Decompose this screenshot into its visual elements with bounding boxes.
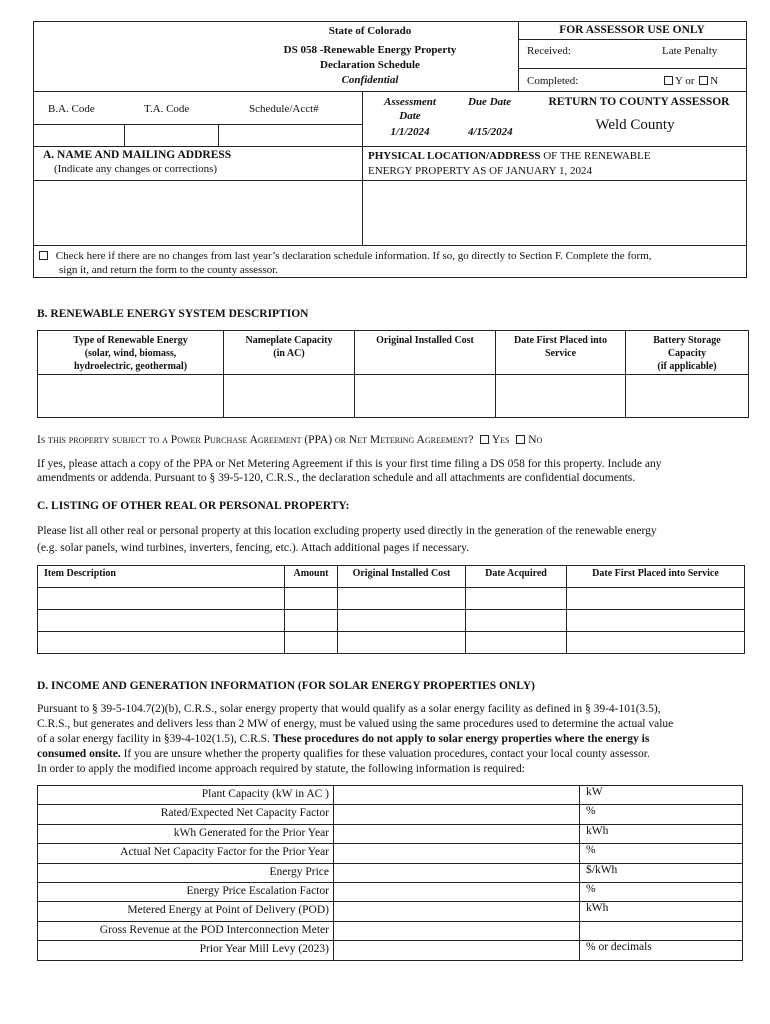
income-row xyxy=(38,863,743,882)
income-row-input[interactable] xyxy=(334,805,580,824)
income-row-unit: kW xyxy=(580,786,743,805)
section-d-para-3b: These procedures do not apply to solar energy properties where the energy is xyxy=(272,733,650,745)
section-d-para-3 xyxy=(37,732,749,747)
ppa-question: Is this property subject to a Power Purchase Agreement (PPA) or Net Metering Agreement? xyxy=(37,434,474,446)
col-date-service: Date First Placed into Service xyxy=(567,566,745,588)
ta-code-field[interactable] xyxy=(125,125,218,146)
ppa-no-label: No xyxy=(528,434,543,446)
assessment-date-label: Assessment xyxy=(384,96,436,108)
income-row-input[interactable] xyxy=(334,863,580,882)
income-row-label: Energy Price xyxy=(38,863,334,882)
ppa-no-checkbox[interactable] xyxy=(516,435,525,444)
input-cell[interactable] xyxy=(38,610,285,632)
income-row xyxy=(38,941,743,960)
physical-location-label xyxy=(368,150,651,162)
income-row-input[interactable] xyxy=(334,824,580,843)
income-row-unit: % xyxy=(580,805,743,824)
income-table xyxy=(37,785,743,961)
income-row-label: Prior Year Mill Levy (2023) xyxy=(38,941,334,960)
input-cell[interactable] xyxy=(567,632,745,654)
income-row-input[interactable] xyxy=(334,786,580,805)
ppa-question-row xyxy=(37,434,542,446)
assessment-date-value: 1/1/2024 xyxy=(390,126,430,138)
col-date-service: Date First Placed into Service xyxy=(496,331,626,375)
income-row-unit: % xyxy=(580,844,743,863)
income-row-unit: kWh xyxy=(580,824,743,843)
name-address-field[interactable] xyxy=(34,181,362,245)
section-d-title: D. INCOME AND GENERATION INFORMATION (FOR SOLAR ENERGY PROPERTIES ONLY) xyxy=(37,680,535,692)
input-date-service[interactable] xyxy=(496,375,626,418)
assessment-date-label-2: Date xyxy=(399,110,421,122)
input-cell[interactable] xyxy=(338,610,466,632)
income-row xyxy=(38,824,743,843)
section-d-para-5: In order to apply the modified income approach required by statute, the following information is required: xyxy=(37,763,525,775)
income-row-label: Actual Net Capacity Factor for the Prior Year xyxy=(38,844,334,863)
input-cell[interactable] xyxy=(285,632,338,654)
physical-address-field[interactable] xyxy=(363,181,746,245)
income-row-label: Metered Energy at Point of Delivery (POD) xyxy=(38,902,334,921)
county-name: Weld County xyxy=(595,117,675,133)
ta-code-label: T.A. Code xyxy=(144,103,190,115)
section-d-para-1: Pursuant to § 39-5-104.7(2)(b), C.R.S., solar energy property that would qualify as a solar energy facility as defined in § 39-4-101(3.5), xyxy=(37,703,661,715)
income-row-input[interactable] xyxy=(334,941,580,960)
schedule-acct-label: Schedule/Acct# xyxy=(249,103,319,115)
input-cell[interactable] xyxy=(466,632,567,654)
input-cell[interactable] xyxy=(38,632,285,654)
income-row xyxy=(38,902,743,921)
income-row-input[interactable] xyxy=(334,921,580,940)
ba-code-field[interactable] xyxy=(34,125,124,146)
section-c-text-2: (e.g. solar panels, wind turbines, inverters, fencing, etc.). Attach additional pages if necessary. xyxy=(37,542,469,554)
input-installed-cost[interactable] xyxy=(355,375,496,418)
input-cell[interactable] xyxy=(285,610,338,632)
col-item-description: Item Description xyxy=(38,566,285,588)
no-label: N xyxy=(710,75,719,87)
ba-code-label: B.A. Code xyxy=(48,103,95,115)
income-row-label: Energy Price Escalation Factor xyxy=(38,882,334,901)
input-cell[interactable] xyxy=(38,588,285,610)
yes-or-label: Y or xyxy=(675,75,695,87)
input-battery[interactable] xyxy=(626,375,749,418)
input-cell[interactable] xyxy=(338,588,466,610)
income-row-label: Gross Revenue at the POD Interconnection Meter xyxy=(38,921,334,940)
input-type[interactable] xyxy=(38,375,224,418)
section-d-para-4a: consumed onsite. xyxy=(37,748,121,760)
section-d-body xyxy=(37,702,749,777)
completed-label: Completed: xyxy=(527,75,579,87)
return-to-label: RETURN TO COUNTY ASSESSOR xyxy=(548,96,730,108)
section-c-text-1: Please list all other real or personal property at this location excluding property used directly in the generation of the renewable energy xyxy=(37,525,657,537)
income-row-input[interactable] xyxy=(334,882,580,901)
state-title: State of Colorado xyxy=(328,25,412,37)
no-changes-text-2: sign it, and return the form to the county assessor. xyxy=(59,264,279,276)
input-nameplate[interactable] xyxy=(224,375,355,418)
received-label: Received: xyxy=(527,45,571,57)
income-row xyxy=(38,805,743,824)
col-amount: Amount xyxy=(285,566,338,588)
due-date-value: 4/15/2024 xyxy=(468,126,513,138)
late-penalty-label: Late Penalty xyxy=(662,45,718,57)
income-row-unit xyxy=(580,921,743,940)
yes-checkbox[interactable] xyxy=(664,76,673,85)
section-d-para-4 xyxy=(37,747,749,762)
income-row-unit: % xyxy=(580,882,743,901)
section-a-subtitle: (Indicate any changes or corrections) xyxy=(54,163,218,175)
physical-location-line2: ENERGY PROPERTY AS OF JANUARY 1, 2024 xyxy=(368,165,592,177)
table-row xyxy=(38,632,745,654)
physical-location-rest: OF THE RENEWABLE xyxy=(540,150,651,162)
col-installed-cost: Original Installed Cost xyxy=(355,331,496,375)
col-nameplate: Nameplate Capacity (in AC) xyxy=(224,331,355,375)
col-battery: Battery Storage Capacity (if applicable) xyxy=(626,331,749,375)
input-cell[interactable] xyxy=(466,610,567,632)
income-row-input[interactable] xyxy=(334,902,580,921)
section-b-title: B. RENEWABLE ENERGY SYSTEM DESCRIPTION xyxy=(37,308,309,320)
col-date-acquired: Date Acquired xyxy=(466,566,567,588)
ppa-note-2: amendments or addenda. Pursuant to § 39-5-120, C.R.S., the declaration schedule and all attachments are confidential documents. xyxy=(37,472,636,484)
energy-system-table xyxy=(37,330,749,418)
ppa-yes-checkbox[interactable] xyxy=(480,435,489,444)
other-property-table xyxy=(37,565,745,654)
ppa-note-1: If yes, please attach a copy of the PPA or Net Metering Agreement if this is your first time filing a DS 058 for this property. Include any xyxy=(37,458,662,470)
income-row xyxy=(38,844,743,863)
income-row-label: kWh Generated for the Prior Year xyxy=(38,824,334,843)
income-row xyxy=(38,921,743,940)
input-cell[interactable] xyxy=(567,610,745,632)
input-cell[interactable] xyxy=(338,632,466,654)
income-row-label: Rated/Expected Net Capacity Factor xyxy=(38,805,334,824)
due-date-label: Due Date xyxy=(468,96,512,108)
table-row xyxy=(38,588,745,610)
form-subtitle: Declaration Schedule xyxy=(320,59,420,71)
income-row-label: Plant Capacity (kW in AC ) xyxy=(38,786,334,805)
col-installed-cost: Original Installed Cost xyxy=(338,566,466,588)
section-d-para-2: C.R.S., but generates and delivers less than 2 MW of energy, must be valued using the same procedures used to determine the actual value xyxy=(37,718,674,730)
table-row xyxy=(38,610,745,632)
no-changes-checkbox[interactable] xyxy=(39,251,48,260)
ppa-yes-label: Yes xyxy=(491,434,510,446)
no-changes-row xyxy=(39,249,652,264)
no-changes-text: Check here if there are no changes from last year’s declaration schedule information. If so, go directly to Section F. Complete the form, xyxy=(55,250,652,262)
income-row xyxy=(38,882,743,901)
income-row-input[interactable] xyxy=(334,844,580,863)
physical-location-bold: PHYSICAL LOCATION/ADDRESS xyxy=(368,150,541,162)
assessor-use-heading: FOR ASSESSOR USE ONLY xyxy=(559,24,705,36)
section-d-para-3a: of a solar energy facility in §39-4-102(1.5), C.R.S. xyxy=(37,733,273,745)
income-row-unit: $/kWh xyxy=(580,863,743,882)
income-row-unit: % or decimals xyxy=(580,941,743,960)
no-checkbox[interactable] xyxy=(699,76,708,85)
confidential-label: Confidential xyxy=(341,74,399,86)
form-title: DS 058 -Renewable Energy Property xyxy=(283,44,457,56)
schedule-acct-field[interactable] xyxy=(219,125,362,146)
section-c-title: C. LISTING OF OTHER REAL OR PERSONAL PROPERTY: xyxy=(37,500,350,512)
late-penalty-options xyxy=(664,75,718,87)
section-a-title: A. NAME AND MAILING ADDRESS xyxy=(43,149,232,161)
col-type: Type of Renewable Energy (solar, wind, biomass, hydroelectric, geothermal) xyxy=(38,331,224,375)
income-row-unit: kWh xyxy=(580,902,743,921)
section-d-para-4b: If you are unsure whether the property qualifies for these valuation procedures, contact your local county assessor. xyxy=(120,748,650,760)
input-cell[interactable] xyxy=(285,588,338,610)
input-cell[interactable] xyxy=(466,588,567,610)
input-cell[interactable] xyxy=(567,588,745,610)
income-row xyxy=(38,786,743,805)
